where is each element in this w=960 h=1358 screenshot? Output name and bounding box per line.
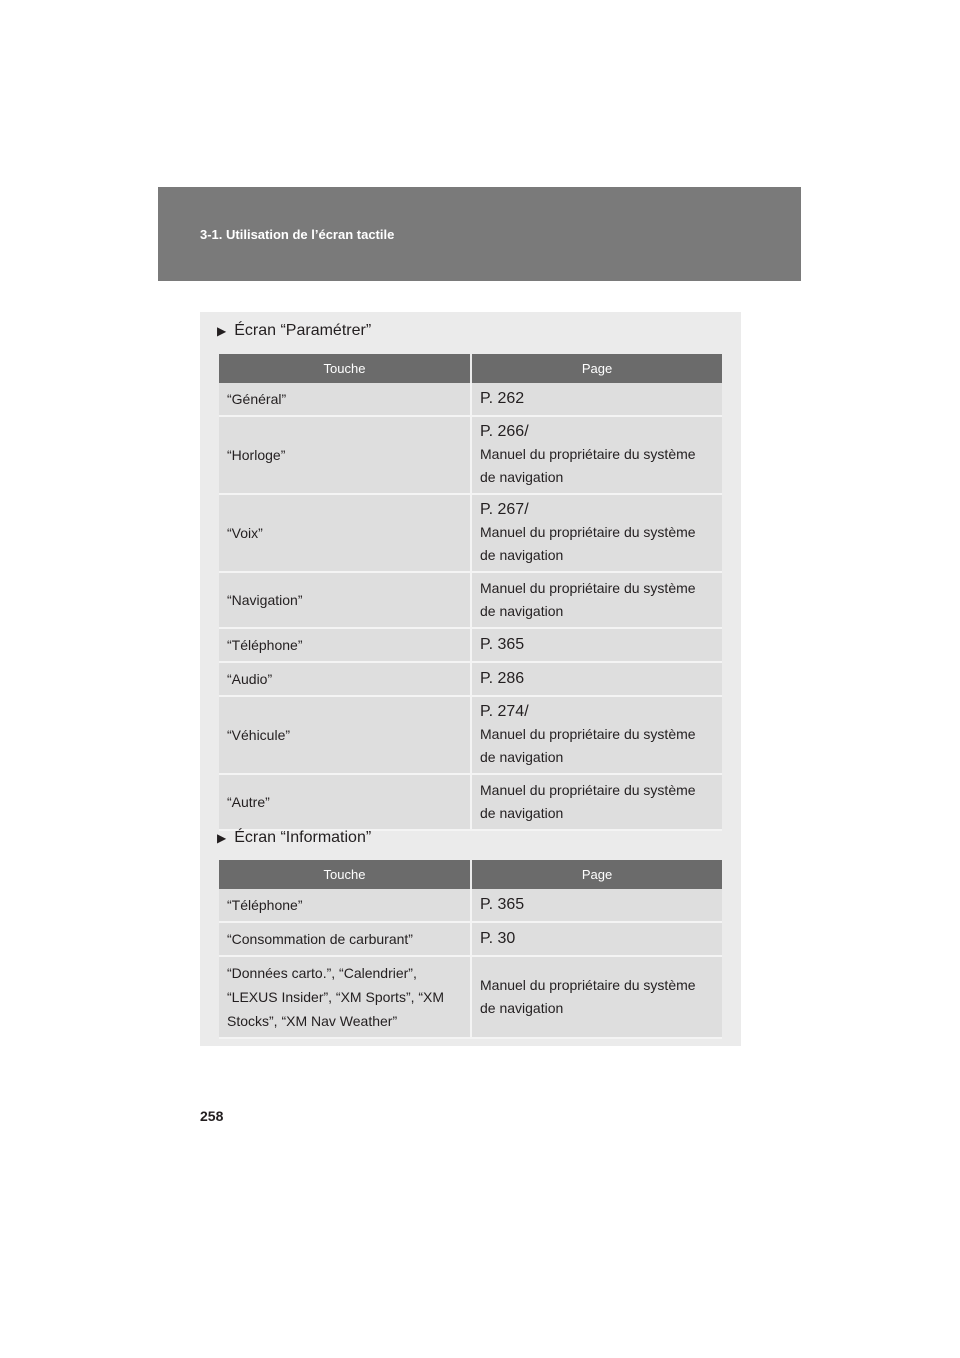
page-ref: P. 365 xyxy=(480,896,525,913)
row-page xyxy=(471,662,722,696)
column-header: Touche xyxy=(219,354,471,383)
table-row xyxy=(219,628,722,662)
row-key: “Navigation” xyxy=(219,572,471,628)
page-ref: P. 286 xyxy=(480,670,525,687)
table-row xyxy=(219,572,722,628)
row-page xyxy=(471,628,722,662)
page-number: 258 xyxy=(200,1108,224,1124)
row-key: “Données carto.”, “Calendrier”, “LEXUS Insider”, “XM Sports”, “XM Stocks”, “XM Nav Weather” xyxy=(219,956,471,1038)
information-table xyxy=(219,860,722,1039)
row-page xyxy=(471,696,722,774)
triangle-bullet-icon: ▶ xyxy=(217,324,227,338)
row-key: “Téléphone” xyxy=(219,628,471,662)
section-title: 3-1. Utilisation de l’écran tactile xyxy=(200,227,395,242)
manual-ref: Manuel du propriétaire du système de navigation xyxy=(480,977,696,1016)
table-row xyxy=(219,662,722,696)
triangle-bullet-icon: ▶ xyxy=(217,831,227,845)
row-page xyxy=(471,494,722,572)
content-panel xyxy=(200,312,741,1046)
manual-ref: Manuel du propriétaire du système de navigation xyxy=(480,446,696,485)
row-page xyxy=(471,774,722,830)
column-header: Page xyxy=(471,354,722,383)
row-key: “Horloge” xyxy=(219,416,471,494)
manual-ref: Manuel du propriétaire du système de navigation xyxy=(480,726,696,765)
manual-ref: Manuel du propriétaire du système de navigation xyxy=(480,580,696,619)
table-header-row xyxy=(219,354,722,383)
row-key: “Consommation de carburant” xyxy=(219,922,471,956)
table-row xyxy=(219,416,722,494)
row-page xyxy=(471,383,722,416)
row-page xyxy=(471,956,722,1038)
row-page xyxy=(471,572,722,628)
heading-text: Écran “Paramétrer” xyxy=(234,322,372,339)
row-key: “Véhicule” xyxy=(219,696,471,774)
page-ref: P. 30 xyxy=(480,930,516,947)
row-page xyxy=(471,889,722,922)
page-ref: P. 267/ xyxy=(480,501,529,518)
table-row xyxy=(219,956,722,1038)
header-band xyxy=(158,187,801,281)
page-ref: P. 274/ xyxy=(480,703,529,720)
row-key: “Autre” xyxy=(219,774,471,830)
row-key: “Téléphone” xyxy=(219,889,471,922)
settings-table xyxy=(219,354,722,831)
page-ref: P. 266/ xyxy=(480,423,529,440)
row-key: “Voix” xyxy=(219,494,471,572)
heading-text: Écran “Information” xyxy=(234,829,372,846)
manual-ref: Manuel du propriétaire du système de navigation xyxy=(480,524,696,563)
page-ref: P. 365 xyxy=(480,636,525,653)
row-page xyxy=(471,922,722,956)
table-row xyxy=(219,774,722,830)
page-ref: P. 262 xyxy=(480,390,525,407)
manual-ref: Manuel du propriétaire du système de navigation xyxy=(480,782,696,821)
table-heading-information xyxy=(217,829,371,847)
row-key: “Général” xyxy=(219,383,471,416)
table-row xyxy=(219,696,722,774)
column-header: Touche xyxy=(219,860,471,889)
table-row xyxy=(219,494,722,572)
table-row xyxy=(219,889,722,922)
table-header-row xyxy=(219,860,722,889)
table-row xyxy=(219,922,722,956)
table-heading-parametrer xyxy=(217,322,371,340)
column-header: Page xyxy=(471,860,722,889)
row-key: “Audio” xyxy=(219,662,471,696)
table-row xyxy=(219,383,722,416)
row-page xyxy=(471,416,722,494)
